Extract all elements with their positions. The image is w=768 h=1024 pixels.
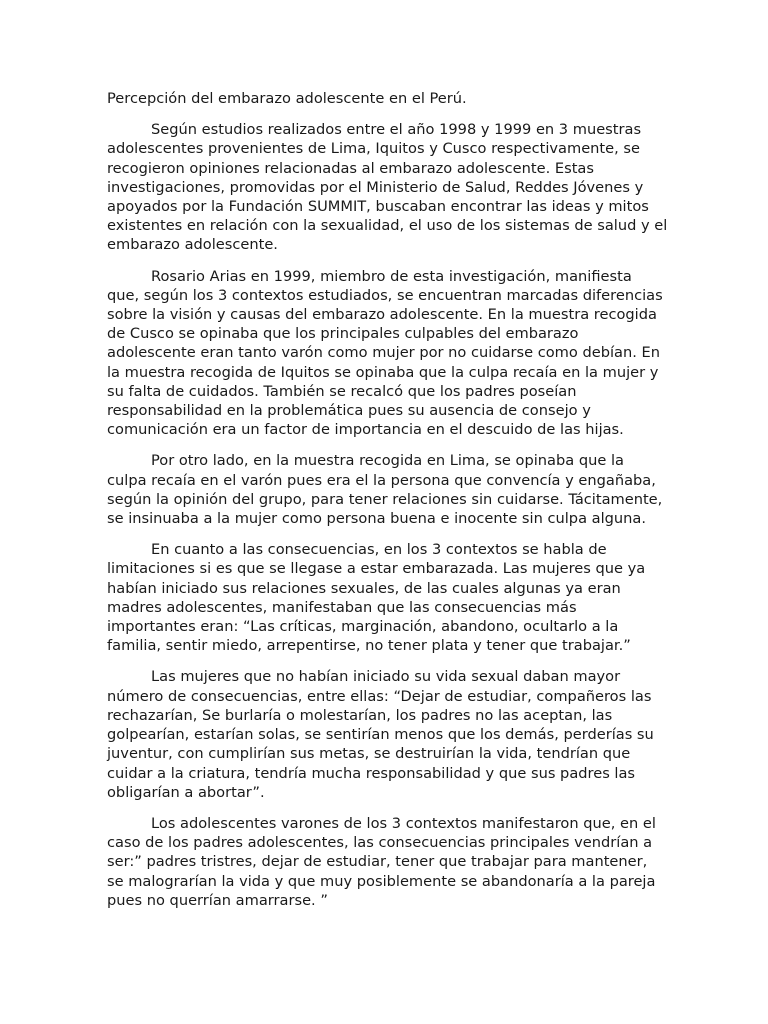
paragraph-3: Por otro lado, en la muestra recogida en Lima, se opinaba que la culpa recaía en el varón pues era el la persona que convencía y engañaba, según la opinión del grupo, para tener relaciones sin cuidarse. Tácitamente, se insinuaba a la mujer como persona buena e inocente sin culpa alguna. [107, 452, 663, 528]
paragraph-2: Rosario Arias en 1999, miembro de esta investigación, manifiesta que, según los 3 contextos estudiados, se encuentran marcadas diferencias sobre la visión y causas del embarazo adolescente. En la muestra recogida de Cusco se opinaba que los principales culpables del embarazo adolescente eran tanto varón como mujer por no cuidarse como debían. En la muestra recogida de Iquitos se opinaba que la culpa recaía en la mujer y su falta de cuidados. También se recalcó que los padres poseían responsabilidad en la problemática pues su ausencia de consejo y comunicación era un factor de importancia en el descuido de las hijas. [107, 267, 663, 439]
paragraph-4: En cuanto a las consecuencias, en los 3 contextos se habla de limitaciones si es que se llegase a estar embarazada. Las mujeres que ya habían iniciado sus relaciones sexuales, de las cuales algunas ya eran madres adolescentes, manifestaban que las consecuencias más importantes eran: “Las críticas, marginación, abandono, ocultarlo a la familia, sentir miedo, arrepentirse, no tener plata y tener que trabajar.” [107, 541, 646, 655]
paragraph-6: Los adolescentes varones de los 3 contextos manifestaron que, en el caso de los padres adolescentes, las consecuencias principales vendrían a ser:” padres tristres, dejar de estudiar, tener que trabajar para mantener, se malograrían la vida y que muy posiblemente se abandonaría a la pareja pues no querrían amarrarse. ” [107, 814, 656, 909]
document-title: Percepción del embarazo adolescente en el Perú. [107, 90, 467, 107]
paragraph-1: Según estudios realizados entre el año 1998 y 1999 en 3 muestras adolescentes provenientes de Lima, Iquitos y Cusco respectivamente, se recogieron opiniones relacionadas al embarazo adolescente. Estas investigaciones, promovidas por el Ministerio de Salud, Reddes Jóvenes y apoyados por la Fundación SUMMIT, buscaban encontrar las ideas y mitos existentes en relación con la sexualidad, el uso de los sistemas de salud y el embarazo adolescente. [107, 121, 668, 254]
paragraph-5: Las mujeres que no habían iniciado su vida sexual daban mayor número de consecuencias, entre ellas: “Dejar de estudiar, compañeros las rechazarían, Se burlaría o molestarían, los padres no las aceptan, las golpearían, estarían solas, se sentirían menos que los demás, perderías su juventur, con cumplirían sus metas, se destruirían la vida, tendrían que cuidar a la criatura, tendría mucha responsabilidad y que sus padres las obligarían a abortar”. [107, 668, 654, 801]
